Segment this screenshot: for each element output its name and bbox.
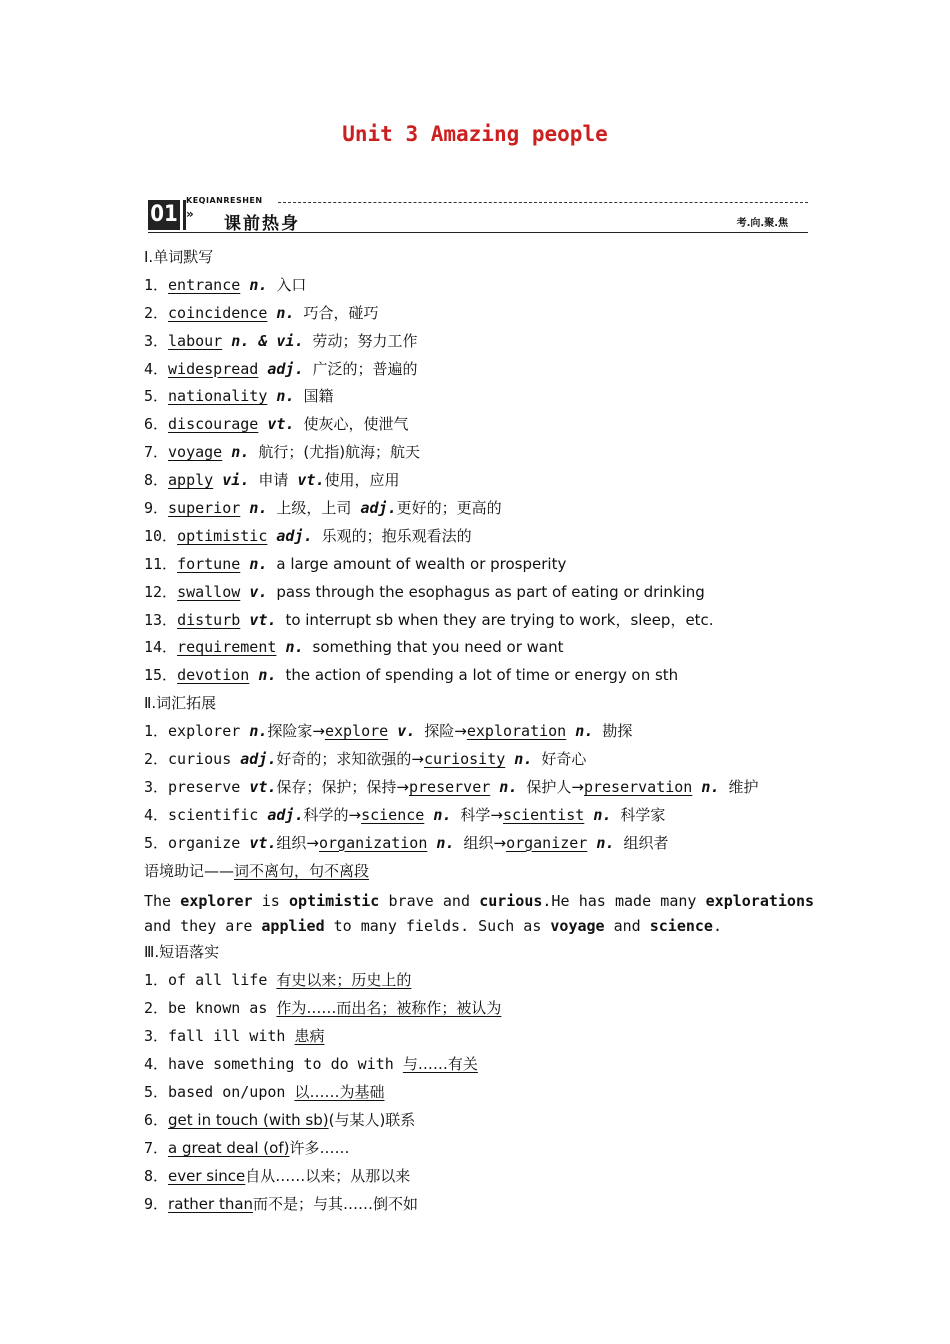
definition: pass through the esophagus as part of eating or drinking xyxy=(276,582,705,601)
definition: 探险家→ xyxy=(267,722,325,741)
definition: 探险→ xyxy=(424,722,467,741)
vocab-item xyxy=(144,467,814,495)
answer: 作为……而出名；被称作；被认为 xyxy=(276,999,502,1018)
answer-word: entrance xyxy=(168,275,241,294)
keyword: voyage xyxy=(550,917,605,936)
section-title: 课前热身 xyxy=(224,214,300,234)
item-number: 2． xyxy=(144,999,169,1018)
definition: 好奇心 xyxy=(541,750,587,769)
section-number-badge: 01 xyxy=(148,200,180,230)
meaning: (与某人)联系 xyxy=(328,1110,416,1129)
definition: 科学→ xyxy=(460,805,503,824)
item-number: 5． xyxy=(144,387,169,406)
keyword: explorer xyxy=(180,892,253,911)
paragraph-text: The xyxy=(144,892,181,911)
item-number: 8． xyxy=(144,1166,169,1185)
answer: a great deal (of) xyxy=(168,1138,290,1157)
item-number: 2． xyxy=(144,750,169,769)
item-number: 1． xyxy=(144,971,169,990)
phrase: of all life xyxy=(168,971,277,990)
part-of-speech: vt. xyxy=(249,833,277,852)
item-number: 10． xyxy=(144,526,178,545)
keyword: applied xyxy=(261,917,325,936)
definition: 保存；保护；保持→ xyxy=(276,777,409,796)
item-number: 7． xyxy=(144,1138,169,1157)
definition: 巧合，碰巧 xyxy=(303,303,379,322)
definition: 组织者 xyxy=(623,833,669,852)
item-number: 9． xyxy=(144,499,169,518)
item-number: 3． xyxy=(144,777,169,796)
section-tag: 考.向.聚.焦 xyxy=(736,218,788,229)
part-of-speech: adj. xyxy=(276,526,313,545)
answer-word: devotion xyxy=(177,666,250,685)
definition: 航行；(尤指)航海；航天 xyxy=(258,443,421,462)
keyword: curious xyxy=(479,892,543,911)
definition: something that you need or want xyxy=(312,638,564,657)
item-number: 6． xyxy=(144,415,169,434)
part-of-speech: n. xyxy=(436,833,455,852)
vocab-item xyxy=(144,272,814,300)
answer-word: organization xyxy=(318,833,428,852)
part-of-speech: n. xyxy=(249,499,268,518)
banner-tagline: KEQIANRESHEN xyxy=(186,196,263,205)
base-word: preserve xyxy=(168,777,241,796)
definition: 组织→ xyxy=(276,833,319,852)
answer-word: superior xyxy=(168,499,241,518)
word-family-item xyxy=(144,802,814,830)
phrase-item xyxy=(144,1023,814,1051)
vocab-list xyxy=(144,272,814,690)
definition: 劳动；努力工作 xyxy=(312,331,418,350)
answer: ever since xyxy=(168,1166,246,1185)
item-number: 3． xyxy=(144,331,169,350)
answer-word: organizer xyxy=(506,833,588,852)
definition: 广泛的；普遍的 xyxy=(312,359,418,378)
worksheet-content xyxy=(144,244,814,1218)
answer: 有史以来；历史上的 xyxy=(276,971,412,990)
item-number: 9． xyxy=(144,1194,169,1213)
definition: 申请 xyxy=(258,471,289,490)
vocab-item xyxy=(144,634,814,662)
part-of-speech: n. xyxy=(276,387,295,406)
memory-aid-label: 语境助记—— xyxy=(144,861,235,880)
answer: rather than xyxy=(168,1194,254,1213)
item-number: 14． xyxy=(144,638,178,657)
item-number: 2． xyxy=(144,303,169,322)
item-number: 6． xyxy=(144,1110,169,1129)
part-of-speech: vi. xyxy=(222,471,250,490)
answer-word: scientist xyxy=(503,805,585,824)
item-number: 8． xyxy=(144,471,169,490)
part-of-speech: n. xyxy=(499,777,518,796)
vocab-item xyxy=(144,300,814,328)
word-family-item xyxy=(144,774,814,802)
part-of-speech: n. xyxy=(231,443,250,462)
meaning: 许多…… xyxy=(289,1138,350,1157)
definition: to interrupt sb when they are trying to work，sleep，etc. xyxy=(285,610,714,629)
phrase: be known as xyxy=(168,999,277,1018)
keyword: science xyxy=(649,917,713,936)
definition: 乐观的；抱乐观看法的 xyxy=(321,526,472,545)
base-word: explorer xyxy=(168,722,241,741)
part-of-speech: vt. xyxy=(267,415,295,434)
definition: the action of spending a lot of time or energy on sth xyxy=(285,666,679,685)
answer-word: requirement xyxy=(177,638,277,657)
item-number: 7． xyxy=(144,443,169,462)
answer: get in touch (with sb) xyxy=(168,1110,329,1129)
part-of-speech: n. xyxy=(575,722,594,741)
meaning: 自从……以来；从那以来 xyxy=(245,1166,411,1185)
phrase-item xyxy=(144,1135,814,1163)
item-number: 5． xyxy=(144,1082,169,1101)
definition: 国籍 xyxy=(303,387,334,406)
page-title: Unit 3 Amazing people xyxy=(342,122,608,146)
part-of-speech: adj. xyxy=(267,359,304,378)
paragraph-text: to many fields. Such as xyxy=(324,917,551,936)
part-of-speech: adj. xyxy=(267,805,304,824)
keyword: explorations xyxy=(705,892,815,911)
item-number: 5． xyxy=(144,833,169,852)
phrase: based on/upon xyxy=(168,1082,295,1101)
item-number: 4． xyxy=(144,359,169,378)
vocab-item xyxy=(144,356,814,384)
definition: 科学家 xyxy=(620,805,666,824)
context-paragraph xyxy=(144,889,814,939)
memory-aid-title: 词不离句，句不离段 xyxy=(234,861,370,880)
phrase-item xyxy=(144,967,814,995)
part-of-speech-extra: adj. xyxy=(360,499,397,518)
vocab-item xyxy=(144,439,814,467)
vocab-item xyxy=(144,662,814,690)
definition: 组织→ xyxy=(463,833,507,852)
answer-word: disturb xyxy=(177,610,241,629)
definition: 好奇的；求知欲强的→ xyxy=(276,750,424,769)
definition: a large amount of wealth or prosperity xyxy=(276,554,567,573)
phrase: fall ill with xyxy=(168,1027,295,1046)
answer: 患病 xyxy=(294,1027,325,1046)
phrase-item xyxy=(144,1163,814,1191)
vocab-item xyxy=(144,495,814,523)
part-of-speech: v. xyxy=(397,722,416,741)
banner-divider xyxy=(148,232,808,233)
vocab-item xyxy=(144,607,814,635)
vocab-item xyxy=(144,328,814,356)
part-of-speech: vt. xyxy=(249,610,277,629)
phrase-item xyxy=(144,995,814,1023)
base-word: scientific xyxy=(168,805,259,824)
memory-aid xyxy=(144,858,814,886)
part2-heading: Ⅱ.词汇拓展 xyxy=(144,694,217,713)
definition: 维护 xyxy=(728,777,759,796)
answer-word: explore xyxy=(324,722,389,741)
answer-word: labour xyxy=(168,331,223,350)
answer: 与……有关 xyxy=(402,1055,478,1074)
answer-word: coincidence xyxy=(168,303,268,322)
phrase-item xyxy=(144,1051,814,1079)
item-number: 12． xyxy=(144,582,178,601)
definition-extra: 使用，应用 xyxy=(324,471,400,490)
part-of-speech: n. xyxy=(249,554,268,573)
item-number: 1． xyxy=(144,722,169,741)
paragraph-text: is xyxy=(252,892,290,911)
definition: 使灰心，使泄气 xyxy=(303,415,409,434)
vocab-item xyxy=(144,411,814,439)
phrase: have something to do with xyxy=(168,1055,403,1074)
answer-word: widespread xyxy=(168,359,259,378)
definition: 保护人→ xyxy=(526,777,584,796)
double-chevron-icon: » xyxy=(186,207,194,221)
word-family-item xyxy=(144,718,814,746)
item-number: 13． xyxy=(144,610,178,629)
answer-word: preserver xyxy=(408,777,491,796)
paragraph-text: and xyxy=(604,917,650,936)
phrase-item xyxy=(144,1107,814,1135)
part-of-speech: n. xyxy=(249,722,268,741)
part-of-speech: n. xyxy=(593,805,612,824)
part3-heading: Ⅲ.短语落实 xyxy=(144,943,220,962)
item-number: 15． xyxy=(144,666,178,685)
answer-word: curiosity xyxy=(423,750,506,769)
meaning: 而不是；与其……倒不如 xyxy=(253,1194,419,1213)
base-word: curious xyxy=(168,750,232,769)
banner-dashed-divider xyxy=(278,202,808,203)
base-word: organize xyxy=(168,833,241,852)
phrase-item xyxy=(144,1079,814,1107)
definition: 勘探 xyxy=(602,722,633,741)
vocab-item xyxy=(144,383,814,411)
definition-extra: 更好的；更高的 xyxy=(396,499,502,518)
answer-word: discourage xyxy=(168,415,259,434)
answer-word: apply xyxy=(168,471,214,490)
part-of-speech: n. xyxy=(249,275,268,294)
answer-word: optimistic xyxy=(177,526,268,545)
paragraph-text: brave and xyxy=(379,892,480,911)
answer-word: fortune xyxy=(177,554,241,573)
part-of-speech: n. xyxy=(276,303,295,322)
word-family-item xyxy=(144,830,814,858)
definition: 科学的→ xyxy=(303,805,362,824)
part-of-speech: n. xyxy=(258,666,277,685)
phrase-list xyxy=(144,967,814,1218)
definition: 上级，上司 xyxy=(276,499,352,518)
part1-heading: Ⅰ.单词默写 xyxy=(144,248,214,266)
word-family-list xyxy=(144,718,814,857)
paragraph-text: and they are xyxy=(144,917,262,936)
part-of-speech: vt. xyxy=(249,777,277,796)
answer-word: voyage xyxy=(168,443,223,462)
phrase-item xyxy=(144,1191,814,1219)
answer: 以……为基础 xyxy=(294,1082,385,1101)
part-of-speech: n. xyxy=(701,777,720,796)
part-of-speech-extra: vt. xyxy=(297,471,325,490)
answer-word: exploration xyxy=(466,722,567,741)
part-of-speech: n. xyxy=(433,805,452,824)
answer-word: nationality xyxy=(168,387,268,406)
part-of-speech: n. xyxy=(596,833,615,852)
paragraph-text: .He has made many xyxy=(542,892,706,911)
definition: 入口 xyxy=(276,275,307,294)
item-number: 4． xyxy=(144,1055,169,1074)
answer-word: science xyxy=(361,805,425,824)
part-of-speech: n. & vi. xyxy=(231,331,304,350)
vocab-item xyxy=(144,579,814,607)
answer-word: preservation xyxy=(583,777,693,796)
part-of-speech: n. xyxy=(514,750,533,769)
paragraph-text: . xyxy=(712,917,722,936)
vocab-item xyxy=(144,551,814,579)
vocab-item xyxy=(144,523,814,551)
part-of-speech: adj. xyxy=(240,750,277,769)
item-number: 11． xyxy=(144,554,178,573)
keyword: optimistic xyxy=(289,892,380,911)
part-of-speech: n. xyxy=(285,638,304,657)
item-number: 4． xyxy=(144,805,169,824)
item-number: 3． xyxy=(144,1027,169,1046)
answer-word: swallow xyxy=(177,582,241,601)
part-of-speech: v. xyxy=(249,582,268,601)
word-family-item xyxy=(144,746,814,774)
section-banner xyxy=(148,195,808,237)
item-number: 1． xyxy=(144,275,169,294)
